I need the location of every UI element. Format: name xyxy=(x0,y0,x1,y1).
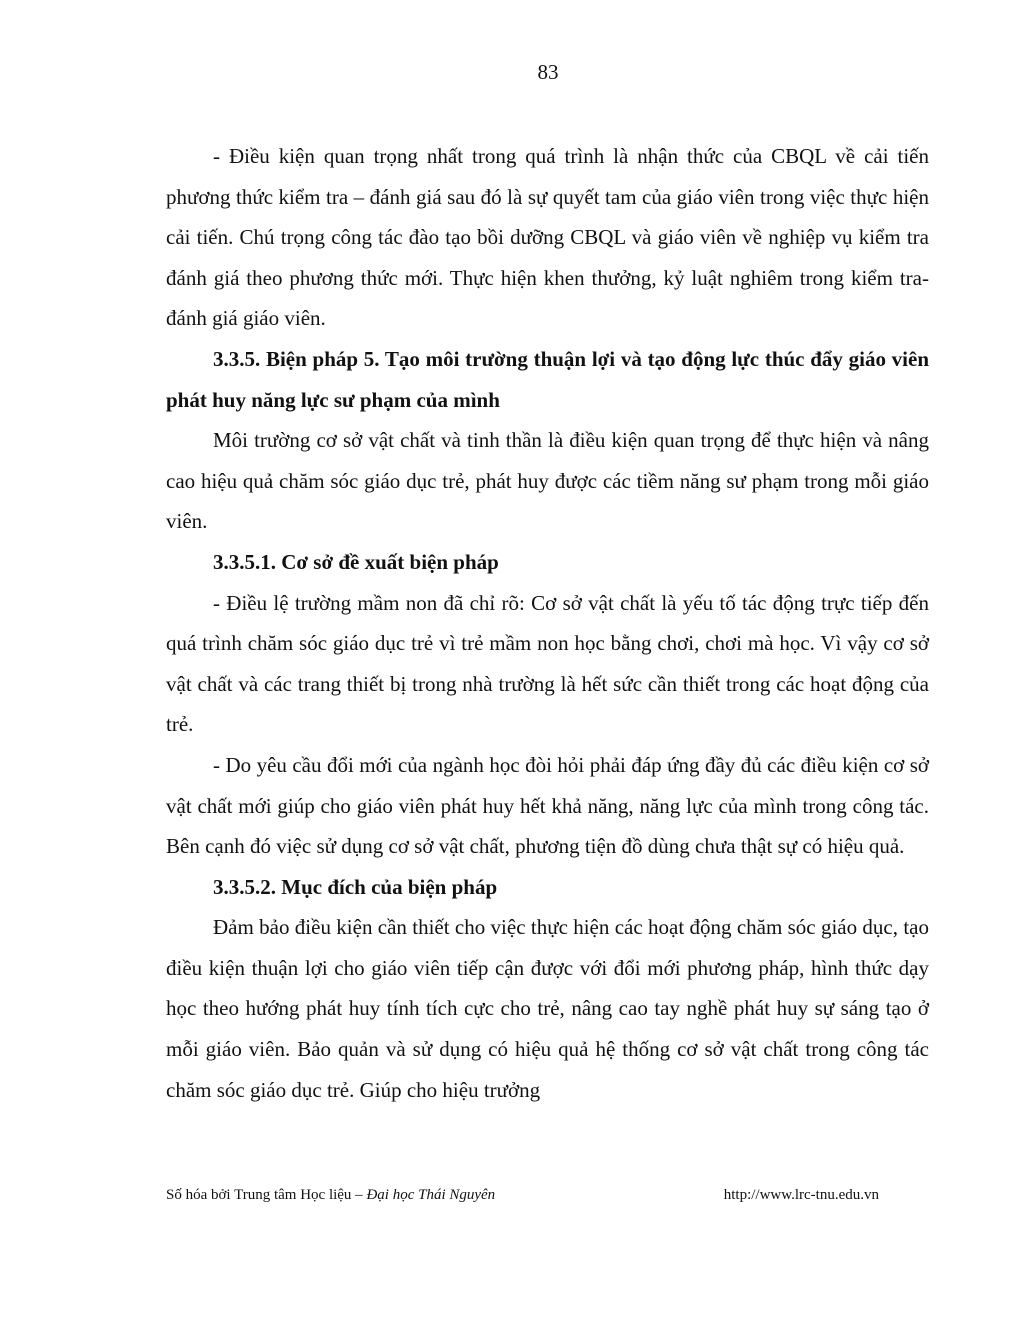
paragraph-conditions: - Điều kiện quan trọng nhất trong quá trình là nhận thức của CBQL về cải tiến phương thức kiểm tra – đánh giá sau đó là sự quyết tam của giáo viên trong việc thực hiện cải tiến. Chú trọng công tác đào tạo bồi dưỡng CBQL và giáo viên về nghiệp vụ kiểm tra đánh giá theo phương thức mới. Thực hiện khen thưởng, kỷ luật nghiêm trong kiểm tra- đánh giá giáo viên. xyxy=(166,144,929,331)
section-heading-3-3-5-2: 3.3.5.2. Mục đích của biện pháp xyxy=(213,874,498,899)
footer-source-prefix: Số hóa bởi Trung tâm Học liệu – xyxy=(166,1187,367,1203)
page-number: 83 xyxy=(537,60,559,84)
footer-source-university: Đại học Thái Nguyên xyxy=(366,1187,496,1203)
paragraph-environment: Môi trường cơ sở vật chất và tinh thần là điều kiện quan trọng để thực hiện và nâng cao hiệu quả chăm sóc giáo dục trẻ, phát huy được các tiềm năng sư phạm trong mỗi giáo viên. xyxy=(166,428,929,534)
section-heading-3-3-5-1: 3.3.5.1. Cơ sở đề xuất biện pháp xyxy=(213,549,499,574)
footer-url: http://www.lrc-tnu.edu.vn xyxy=(723,1187,879,1203)
footer-source xyxy=(166,1187,495,1204)
paragraph-regulations: - Điều lệ trường mầm non đã chỉ rõ: Cơ sở vật chất là yếu tố tác động trực tiếp đến quá trình chăm sóc giáo dục trẻ vì trẻ mầm non học bằng chơi, chơi mà học. Vì vậy cơ sở vật chất và các trang thiết bị trong nhà trường là hết sức cần thiết trong các hoạt động của trẻ. xyxy=(166,590,929,737)
paragraph-requirements: - Do yêu cầu đổi mới của ngành học đòi hỏi phải đáp ứng đầy đủ các điều kiện cơ sở vật chất mới giúp cho giáo viên phát huy hết khả năng, năng lực của mình trong công tác. Bên cạnh đó việc sử dụng cơ sở vật chất, phương tiện đồ dùng chưa thật sự có hiệu quả. xyxy=(166,752,929,859)
page-footer xyxy=(166,1187,879,1204)
section-heading-3-3-5: 3.3.5. Biện pháp 5. Tạo môi trường thuận lợi và tạo động lực thúc đẩy giáo viên phát huy năng lực sư phạm của mình xyxy=(166,346,929,412)
document-body xyxy=(166,136,929,1110)
paragraph-purpose: Đảm bảo điều kiện cần thiết cho việc thực hiện các hoạt động chăm sóc giáo dục, tạo điều kiện thuận lợi cho giáo viên tiếp cận được với đổi mới phương pháp, hình thức dạy học theo hướng phát huy tính tích cực cho trẻ, nâng cao tay nghề phát huy sự sáng tạo ở mỗi giáo viên. Bảo quản và sử dụng có hiệu quả hệ thống cơ sở vật chất trong công tác chăm sóc giáo dục trẻ. Giúp cho hiệu trưởng xyxy=(166,915,929,1102)
